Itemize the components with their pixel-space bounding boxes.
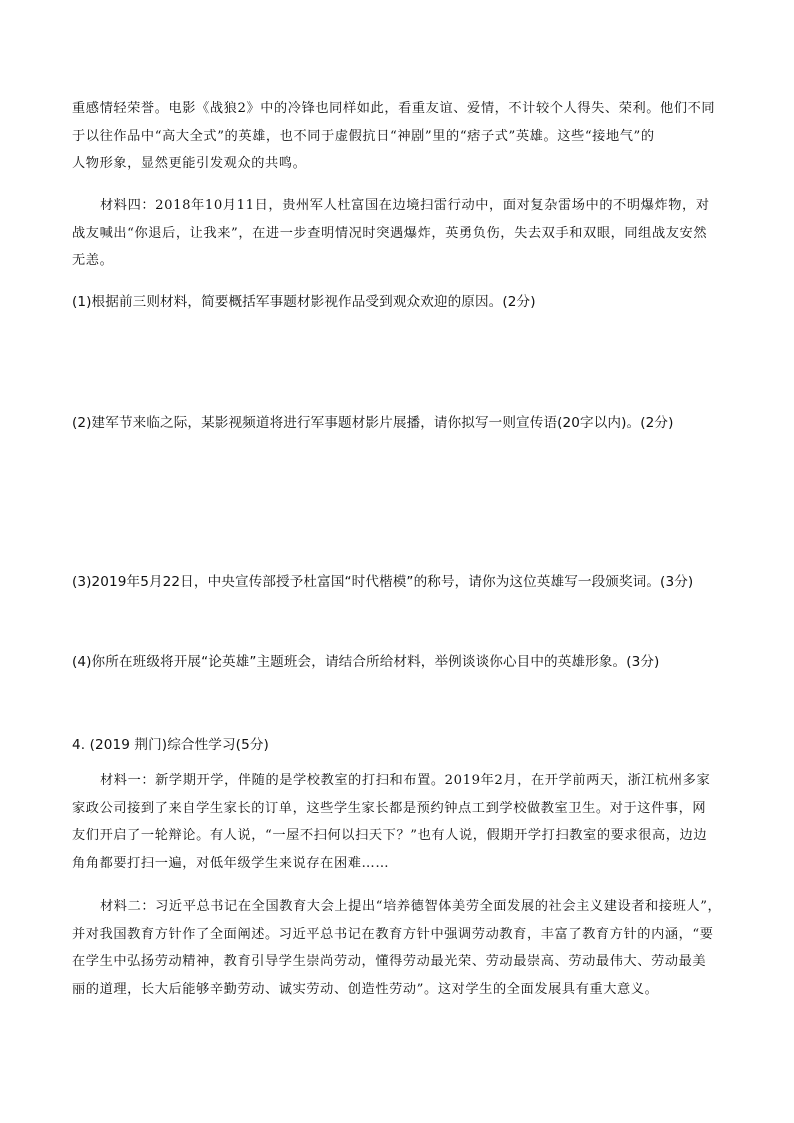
intro-paragraph bbox=[72, 95, 724, 178]
question-1: (1)根据前三则材料，简要概括军事题材影视作品受到观众欢迎的原因。(2分) bbox=[72, 294, 536, 310]
material-two bbox=[72, 893, 724, 1003]
question-4: (4)你所在班级将开展“论英雄”主题班会，请结合所给材料，举例谈谈你心目中的英雄形象。(3分) bbox=[72, 654, 660, 670]
material-two-line: 丽的道理，长大后能够辛勤劳动、诚实劳动、创造性劳动”。这对学生的全面发展具有重大意义。 bbox=[72, 981, 659, 997]
material-four-line: 材料四：2018年10月11日，贵州军人杜富国在边境扫雷行动中，面对复杂雷场中的不明爆炸物，对 bbox=[100, 198, 710, 213]
material-four bbox=[72, 192, 724, 275]
material-two-line: 在学生中弘扬劳动精神，教育引导学生崇尚劳动，懂得劳动最光荣、劳动最崇高、劳动最伟大、劳动最美 bbox=[72, 954, 707, 969]
material-four-line: 战友喊出“你退后，让我来”，在进一步查明情况时突遇爆炸，英勇负伤，失去双手和双眼，同组战友安然 bbox=[72, 225, 708, 241]
material-one-line: 角角都要打扫一遍，对低年级学生来说存在困难…… bbox=[72, 855, 390, 871]
problem-four-heading: 4. (2019 荆门)综合性学习(5分) bbox=[72, 737, 269, 753]
material-two-line: 材料二：习近平总书记在全国教育大会上提出“培养德智体美劳全面发展的社会主义建设者和接班人”， bbox=[100, 899, 722, 914]
material-two-line: 并对我国教育方针作了全面阐述。习近平总书记在教育方针中强调劳动教育，丰富了教育方针的内涵，“要 bbox=[72, 926, 714, 942]
question-3: (3)2019年5月22日，中央宣传部授予杜富国“时代楷模”的称号，请你为这位英雄写一段颁奖词。(3分) bbox=[72, 574, 694, 590]
material-one bbox=[72, 767, 724, 877]
intro-line: 重感情轻荣誉。电影《战狼2》中的冷锋也同样如此，看重友谊、爱情，不计较个人得失、荣利。他们不同 bbox=[72, 101, 716, 116]
intro-line: 于以往作品中“高大全式”的英雄，也不同于虚假抗日“神剧”里的“痞子式”英雄。这些“接地气”的 bbox=[72, 128, 655, 144]
material-one-line: 友们开启了一轮辩论。有人说，“一屋不扫何以扫天下？”也有人说，假期开学打扫教室的要求很高，边边 bbox=[72, 828, 708, 843]
material-one-line: 材料一：新学期开学，伴随的是学校教室的打扫和布置。2019年2月，在开学前两天，浙江杭州多家 bbox=[100, 773, 711, 788]
question-2: (2)建军节来临之际，某影视频道将进行军事题材影片展播，请你拟写一则宣传语(20字以内)。(2分) bbox=[72, 415, 674, 431]
intro-line: 人物形象，显然更能引发观众的共鸣。 bbox=[72, 156, 307, 171]
material-one-line: 家政公司接到了来自学生家长的订单，这些学生家长都是预约钟点工到学校做教室卫生。对于这件事，网 bbox=[72, 800, 707, 816]
material-four-line: 无恙。 bbox=[72, 253, 114, 268]
